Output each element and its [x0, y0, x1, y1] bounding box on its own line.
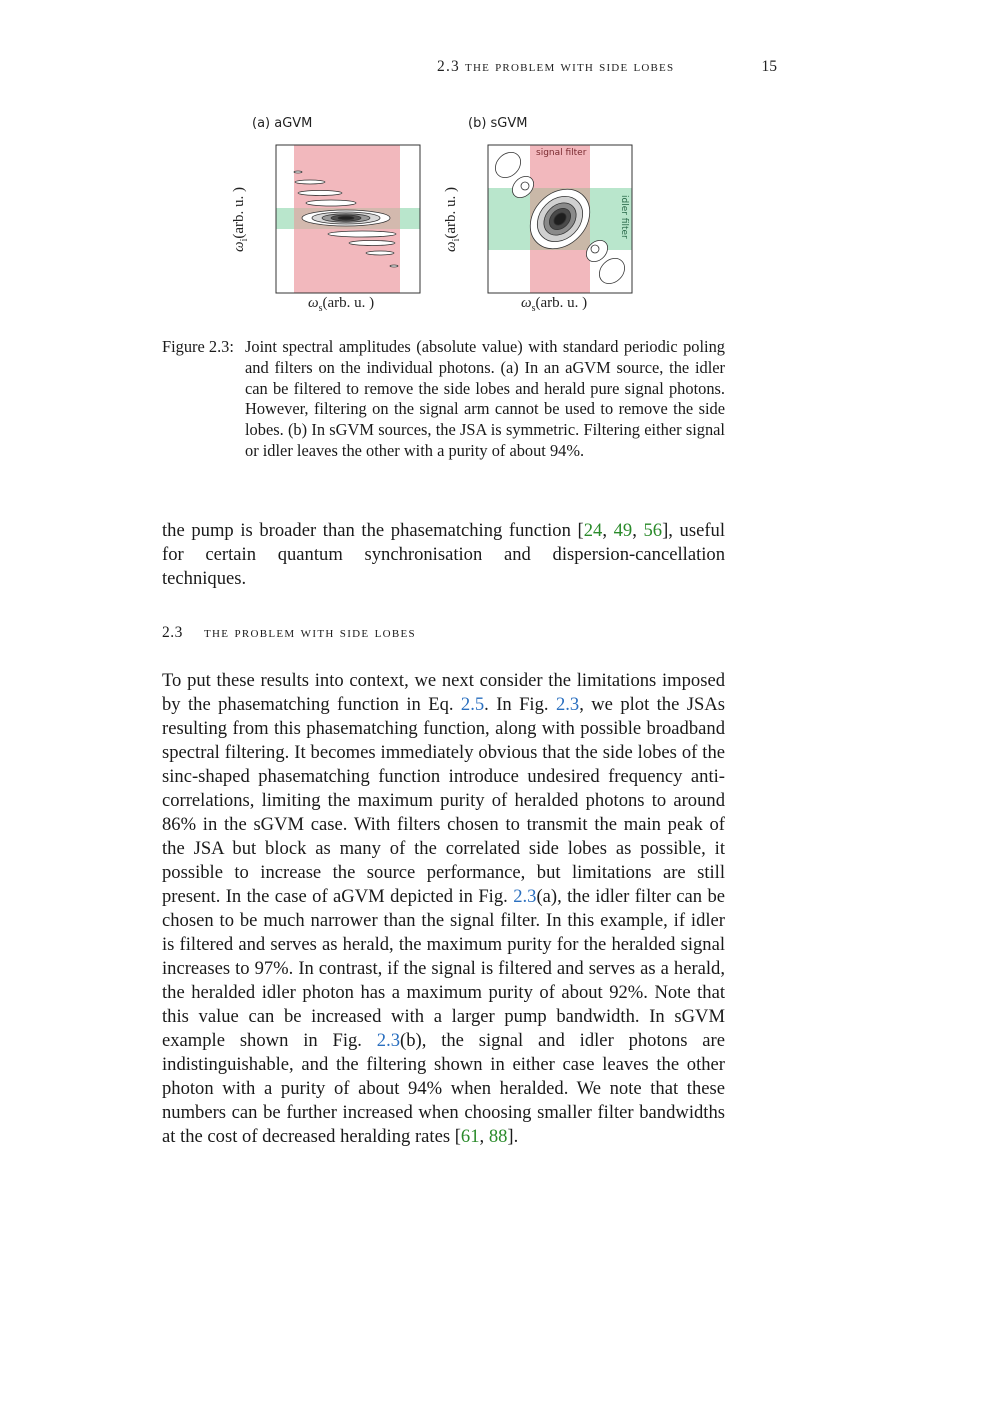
panel-b-signal-filter-label: signal filter — [536, 148, 587, 158]
panel-a-label: (a) aGVM — [252, 116, 313, 131]
running-header — [437, 58, 777, 76]
panel-b-xlabel: $\omega_s(arb$. u. ) — [521, 295, 588, 314]
page-number: 15 — [761, 58, 777, 75]
figure-2-3 — [231, 112, 660, 322]
header-section-title: 2.3 the problem with side lobes — [437, 58, 675, 75]
citation-link[interactable]: 24 — [583, 520, 603, 541]
section-number: 2.3 — [162, 624, 183, 641]
figure-ref-link[interactable]: 2.3 — [555, 694, 580, 715]
citation-link[interactable]: 49 — [613, 520, 633, 541]
paragraph-2: To put these results into context, we next consider the limitations imposed by the phasematching function in Eq. 2.5. In Fig. 2.3, we plot the JSAs resulting from this phasematching function, along with possible broadband spectral filtering. It becomes immediately obvious that the side lobes of the sinc-shaped phasematching function introduce undesired frequency anti-correlations, limiting the maximum purity of heralded photons to around 86% in the sGVM case. With filters chosen to transmit the main peak of the JSA but block as many of the correlated side lobes as possible, it possible to increase the source performance, but limitations are still present. In the case of aGVM depicted in Fig. 2.3(a), the idler filter can be chosen to be much narrower than the signal filter. In this example, if idler is filtered and serves as herald, the maximum purity for the heralded signal increases to 97%. In contrast, if the signal is filtered and serves as a herald, the heralded idler photon has a maximum purity of about 92%. Note that this value can be increased with a larger pump bandwidth. In sGVM example shown in Fig. 2.3(b), the signal and idler photons are indistinguishable, and the filtering shown in either case leaves the other photon with a purity of about 94% when heralded. We note that these numbers can be further increased when choosing smaller filter bandwidths at the cost of decreased heralding rates [61, 88]. — [162, 670, 726, 1147]
caption-text: Joint spectral amplitudes (absolute value) with standard periodic poling and filters on the individual photons. (a) In an aGVM source, the idler can be filtered to remove the side lobes and herald pure signal photons. However, filtering on the signal arm cannot be used to remove the side lobes. (b) In sGVM sources, the JSA is symmetric. Filtering either signal or idler leaves the other with a purity of about 94%. — [245, 337, 725, 460]
section-title-text: the problem with side lobes — [204, 624, 416, 641]
panel-b-ylabel: $\omega_i(arb$. u. ) — [443, 186, 463, 253]
panel-b-plot — [488, 145, 632, 293]
equation-ref-link[interactable]: 2.5 — [460, 694, 485, 715]
citation-link[interactable]: 61 — [460, 1126, 480, 1147]
figure-ref-link[interactable]: 2.3 — [513, 886, 537, 907]
panel-b-label: (b) sGVM — [468, 116, 528, 131]
section-heading — [162, 624, 416, 642]
citation-link[interactable]: 88 — [488, 1126, 508, 1147]
figure-caption — [162, 337, 725, 462]
panel-a-plot — [276, 145, 420, 293]
panel-b-idler-filter-label: idler filter — [619, 195, 629, 239]
panel-a-ylabel: $\omega_i(arb$. u. ) — [231, 186, 251, 253]
figure-ref-link[interactable]: 2.3 — [376, 1030, 401, 1051]
citation-link[interactable]: 56 — [643, 520, 663, 541]
paragraph-1: the pump is broader than the phasematching function [24, 49, 56], useful for certain quantum synchronisation and dispersion-cancellation techniques. — [162, 520, 725, 589]
panel-a-xlabel: $\omega_s(arb$. u. ) — [308, 295, 375, 314]
caption-label: Figure 2.3: — [162, 337, 234, 356]
